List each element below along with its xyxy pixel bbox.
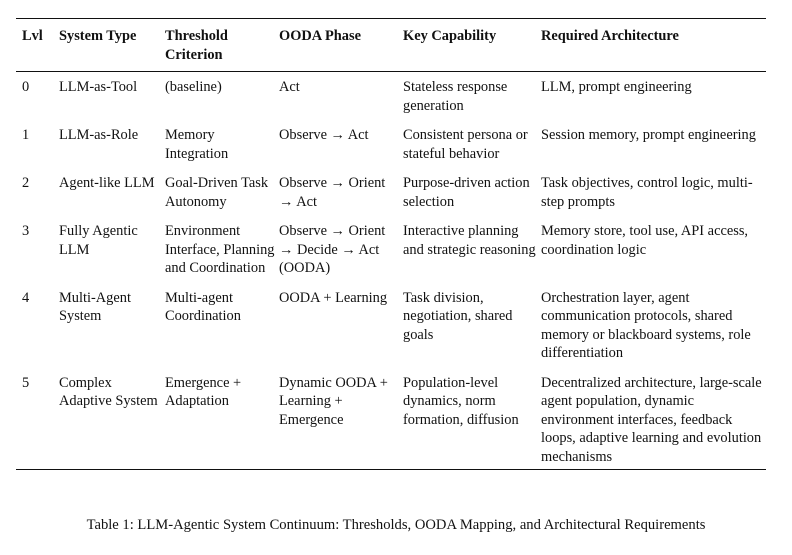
- cell-system-type: Multi-Agent System: [59, 289, 131, 324]
- table-caption: Table 1: LLM-Agentic System Continuum: Thresholds, OODA Mapping, and Architectural Requirements: [86, 517, 706, 533]
- cell-threshold: (baseline): [165, 79, 222, 95]
- cell-required-architecture: LLM, prompt engineering: [541, 79, 692, 95]
- cell-key-capability: Consistent persona or stateful behavior: [403, 127, 528, 162]
- cell-lvl: 4: [22, 289, 30, 306]
- cell-key-capability: Population-level dynamics, norm formation, diffusion: [403, 374, 519, 428]
- cell-key-capability: Interactive planning and strategic reasoning: [403, 223, 536, 258]
- cell-ooda-phase: Observe → Act: [279, 127, 369, 143]
- header-lvl: Lvl: [22, 28, 43, 44]
- cell-ooda-phase: OODA + Learning: [279, 289, 388, 306]
- cell-ooda-phase: Observe → Orient → Decide → Act (OODA): [279, 223, 386, 276]
- header-system-type: System Type: [59, 28, 137, 44]
- cell-required-architecture: Session memory, prompt engineering: [541, 127, 756, 143]
- cell-threshold: Memory Integration: [165, 127, 229, 162]
- cell-required-architecture: Orchestration layer, agent communication protocols, shared memory or blackboard systems, role differentiation: [541, 289, 751, 361]
- cell-ooda-phase: Observe → Orient → Act: [279, 175, 386, 210]
- cell-required-architecture: Task objectives, control logic, multi-step prompts: [541, 175, 753, 210]
- cell-lvl: 0: [22, 79, 30, 95]
- header-key-capability: Key Capability: [403, 28, 497, 44]
- cell-required-architecture: Memory store, tool use, API access, coordination logic: [541, 223, 749, 258]
- table-row: [16, 72, 766, 127]
- cell-system-type: Complex Adaptive System: [59, 374, 158, 409]
- cell-key-capability: Stateless response generation: [403, 79, 508, 114]
- cell-key-capability: Task division, negotiation, shared goals: [403, 289, 513, 343]
- cell-threshold: Goal-Driven Task Autonomy: [165, 175, 269, 210]
- cell-lvl: 3: [22, 223, 30, 239]
- table-row: [16, 126, 766, 174]
- cell-ooda-phase: Act: [279, 79, 300, 95]
- cell-system-type: Fully Agentic LLM: [59, 223, 138, 258]
- table-row: [16, 222, 766, 289]
- cell-threshold: Emergence + Adaptation: [165, 374, 242, 409]
- table-header-row: [16, 19, 766, 72]
- agentic-continuum-table: [16, 18, 766, 470]
- header-threshold-criterion: Threshold Criterion: [165, 28, 228, 63]
- cell-lvl: 1: [22, 127, 30, 143]
- cell-system-type: LLM-as-Role: [59, 127, 139, 143]
- cell-system-type: Agent-like LLM: [59, 175, 155, 191]
- cell-lvl: 2: [22, 175, 30, 191]
- cell-threshold: Environment Interface, Planning and Coordination: [165, 223, 275, 276]
- cell-system-type: LLM-as-Tool: [59, 79, 138, 95]
- cell-key-capability: Purpose-driven action selection: [403, 175, 530, 210]
- cell-lvl: 5: [22, 374, 30, 391]
- cell-ooda-phase: Dynamic OODA + Learning + Emergence: [279, 374, 388, 428]
- table-row: [16, 174, 766, 222]
- cell-required-architecture: Decentralized architecture, large-scale agent population, dynamic environment interfaces, feedback loops, adaptive learning and evolution mechanisms: [541, 374, 762, 465]
- table-row: [16, 374, 766, 470]
- cell-threshold: Multi-agent Coordination: [165, 289, 241, 324]
- header-required-architecture: Required Architecture: [541, 28, 679, 44]
- header-ooda-phase: OODA Phase: [279, 28, 361, 44]
- table-row: [16, 289, 766, 374]
